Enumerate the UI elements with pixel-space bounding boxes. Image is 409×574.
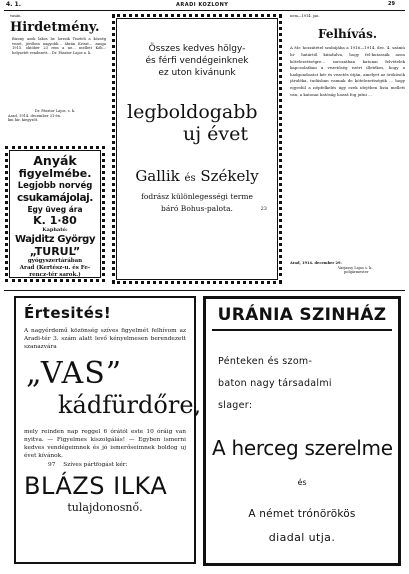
- urania-line-5: diadal utja.: [268, 531, 336, 544]
- firm-address: báró Bohus-palota.: [161, 204, 233, 213]
- left-column-fragment: [4, 14, 106, 142]
- firm-name-1: Gallik: [135, 167, 180, 185]
- vas-kadfurdo-ad: [14, 296, 202, 564]
- fragment-body: Bizony azok lakos he lorzsik Tiszteli a község vezet, jövőben nagyobb... ábrán Kriszt... zanga 1915. október 23 rem a ne... mellett Kóh... helyzetét rendezett... Dr. Pásztor Lajos a. k.: [12, 37, 106, 55]
- notice-title: Felhívás.: [317, 27, 378, 42]
- anyak-line-4: Kapható:: [42, 227, 68, 233]
- anyak-price: K. 1·80: [33, 214, 77, 227]
- notice-signature: Varjassy Lajos s. k.: [338, 265, 373, 270]
- notice-body: A Mr. hozzátétel szobájába a 1916—1914. dec. 4. számú hi- határtól kiindulva, hogy fel-kutassák azon kötelezettségre... sorozatban katonai felvételek kapcsolatban a vezetőség ezért illetékes, hogy a hadgondozást kér és vezetés útján, amelyet az örökösök járuléka, tudásban vannak de kötelezettségük ... hogy egyedül a népfelkelés ügy ezek idejében lista mellett van, a katonai hatóság hozzá fog jutni ...: [290, 45, 405, 97]
- anyak-figyelmebe-ad: [5, 146, 105, 282]
- mid-separator: [4, 290, 405, 291]
- anyak-shop-2: „TURUL”: [29, 245, 81, 258]
- firm-subtitle: fodrász különlegességi terme: [141, 192, 253, 201]
- vas-big: „VAS”: [26, 356, 123, 392]
- firm-amp: és: [184, 173, 196, 184]
- notice-date: Arad, 1914. december 29.: [290, 261, 342, 266]
- anyak-line-7: rencz-tér sarok.): [29, 272, 81, 278]
- firm-name: [123, 167, 271, 188]
- greeting-big-2: uj évet: [183, 123, 249, 145]
- anyak-line-5: gyógyszertárában: [27, 258, 83, 264]
- fragment-date: Arad, 1914. december 31-én.: [8, 113, 62, 118]
- page-number-left: 4. 1.: [6, 1, 21, 8]
- anyak-line-2: csukamájolaj.: [17, 192, 93, 204]
- fragment-top-text: vasán.: [10, 14, 22, 18]
- urania-title: URÁNIA SZINHÁZ: [212, 303, 392, 331]
- greeting-line-3: ez uton kivánunk: [158, 68, 236, 78]
- greeting-big-1: legboldogabb: [127, 101, 258, 123]
- urania-line-4: A német trónörökös: [248, 508, 356, 520]
- vas-tail: Szíves pártfogást kér:: [63, 461, 128, 468]
- anyak-line-6: Arad (Kertész-u. és Fe-: [19, 265, 91, 271]
- vas-ad-number: 97: [48, 461, 56, 468]
- urania-line-1: Pénteken és szom-: [218, 356, 313, 367]
- header-rule: [4, 10, 405, 11]
- newspaper-title: ARADI KOZLONY: [176, 2, 229, 8]
- firm-address-line: [123, 203, 271, 215]
- urania-es: és: [297, 478, 307, 487]
- fragment-footer: km hir. kiegyzőt.: [8, 118, 39, 123]
- anyak-line-3: Egy üveg ára: [27, 205, 83, 214]
- anyak-title-1: Anyák: [33, 153, 77, 168]
- anyak-shop-1: Wajditz György: [14, 234, 96, 245]
- notice-top-line: nem—1914. jan.: [290, 14, 320, 18]
- fragment-title: Hirdetmény.: [10, 20, 100, 36]
- right-column-notice: [290, 14, 405, 290]
- firm-ad-number: 23: [260, 206, 267, 212]
- urania-line-3: slager:: [218, 400, 253, 411]
- owner-name: BLÁZS ILKA: [24, 471, 168, 500]
- kadfurdo-big: kádfürdőre,: [58, 391, 202, 420]
- greeting-line-1: Összes kedves hölgy-: [148, 44, 246, 54]
- anyak-line-1: Legjobb norvég: [17, 181, 93, 191]
- fragment-signature: Dr. Pásztor Lajos, s. k.: [34, 109, 76, 114]
- owner-role: tulajdonosnő.: [67, 500, 143, 514]
- vas-body: mely reinden nap reggel 6 órától este 10 óráig van nyitva. — Figyelmes kiszolgálás! — Egyben ismerni kedves vendégeimnek és jó ismerőseimnek boldog uj évet kívánok.: [24, 429, 186, 459]
- notice-signature-title: polgármester: [344, 270, 369, 275]
- greeting-line-2: és férfi vendégeinknek: [145, 56, 249, 66]
- ertesites-intro: A nagyérdemű közönség szíves figyelmét felhívom az Aradi-tér 3. szám alatt levő kényelmesen berendezett szanazvára: [24, 328, 186, 350]
- vas-tail-line: [24, 461, 186, 469]
- urania-big: A herceg szerelme: [212, 436, 393, 460]
- ertesites-title: Értesités!: [24, 304, 112, 322]
- urania-line-2: baton nagy társadalmi: [218, 378, 332, 389]
- anyak-title-2: figyelmébe.: [18, 167, 92, 180]
- urania-szinhaz-ad: [203, 296, 401, 566]
- gallik-szekely-ad: [112, 14, 282, 284]
- page-number-right: 29: [388, 1, 395, 7]
- firm-name-2: Székely: [200, 167, 259, 185]
